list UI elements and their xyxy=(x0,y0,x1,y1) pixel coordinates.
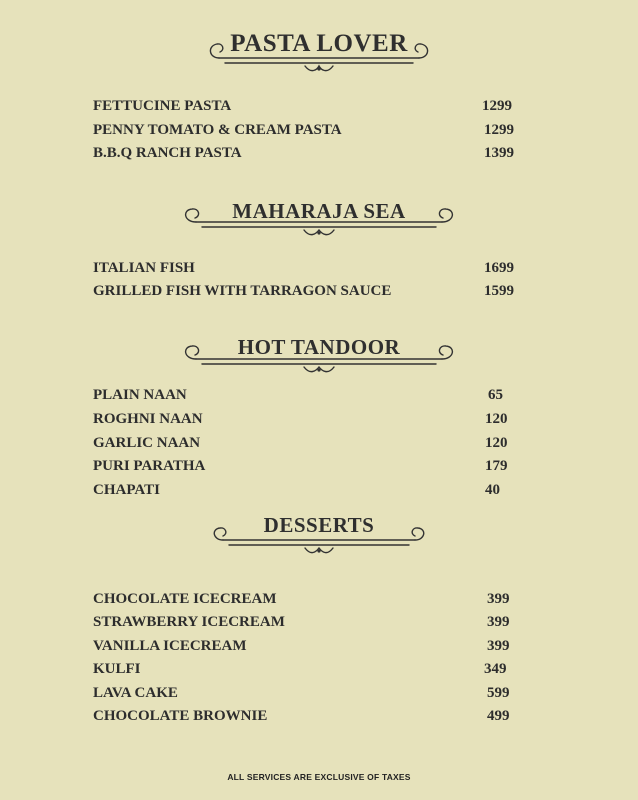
menu-item-name: ROGHNI NAAN xyxy=(93,411,203,427)
menu-item-price: 120 xyxy=(485,411,508,427)
menu-item-price: 40 xyxy=(485,482,500,498)
section-title-maharaja-sea: MAHARAJA SEA xyxy=(232,199,406,223)
scroll-ornament-maharaja-sea xyxy=(180,208,458,242)
menu-item-name: ITALIAN FISH xyxy=(93,260,195,276)
menu-item-price: 65 xyxy=(488,387,503,403)
section-title-pasta-lover: PASTA LOVER xyxy=(230,30,408,57)
menu-item-name: CHOCOLATE ICECREAM xyxy=(93,591,277,607)
menu-item-price: 599 xyxy=(487,685,510,701)
menu-item-name: KULFI xyxy=(93,661,141,677)
menu-item-price: 179 xyxy=(485,458,508,474)
section-title-hot-tandoor: HOT TANDOOR xyxy=(237,335,401,359)
menu-item-name: FETTUCINE PASTA xyxy=(93,98,232,114)
menu-item-name: PURI PARATHA xyxy=(93,458,206,474)
scroll-ornament-desserts xyxy=(209,527,429,559)
menu-item-name: PENNY TOMATO & CREAM PASTA xyxy=(93,122,342,138)
menu-item-price: 1299 xyxy=(482,98,512,114)
menu-item-price: 399 xyxy=(487,614,510,630)
section-title-desserts: DESSERTS xyxy=(263,513,375,537)
menu-item-name: STRAWBERRY ICECREAM xyxy=(93,614,285,630)
menu-item-price: 349 xyxy=(484,661,507,677)
menu-item-price: 1299 xyxy=(484,122,514,138)
scroll-ornament-pasta-lover xyxy=(205,36,433,76)
menu-item-price: 399 xyxy=(487,638,510,654)
menu-item-price: 1699 xyxy=(484,260,514,276)
menu-item-name: VANILLA ICECREAM xyxy=(93,638,247,654)
menu-item-name: CHAPATI xyxy=(93,482,160,498)
menu-item-name: GARLIC NAAN xyxy=(93,435,201,451)
scroll-ornament-hot-tandoor xyxy=(180,345,458,379)
menu-item-name: B.B.Q RANCH PASTA xyxy=(93,145,242,161)
menu-item-name: PLAIN NAAN xyxy=(93,387,187,403)
menu-item-price: 1399 xyxy=(484,145,514,161)
menu-item-price: 1599 xyxy=(484,283,514,299)
tax-disclaimer: ALL SERVICES ARE EXCLUSIVE OF TAXES xyxy=(227,772,411,782)
menu-item-price: 120 xyxy=(485,435,508,451)
menu-item-name: GRILLED FISH WITH TARRAGON SAUCE xyxy=(93,283,392,299)
menu-item-price: 399 xyxy=(487,591,510,607)
menu-item-price: 499 xyxy=(487,708,510,724)
menu-item-name: LAVA CAKE xyxy=(93,685,178,701)
menu-item-name: CHOCOLATE BROWNIE xyxy=(93,708,268,724)
